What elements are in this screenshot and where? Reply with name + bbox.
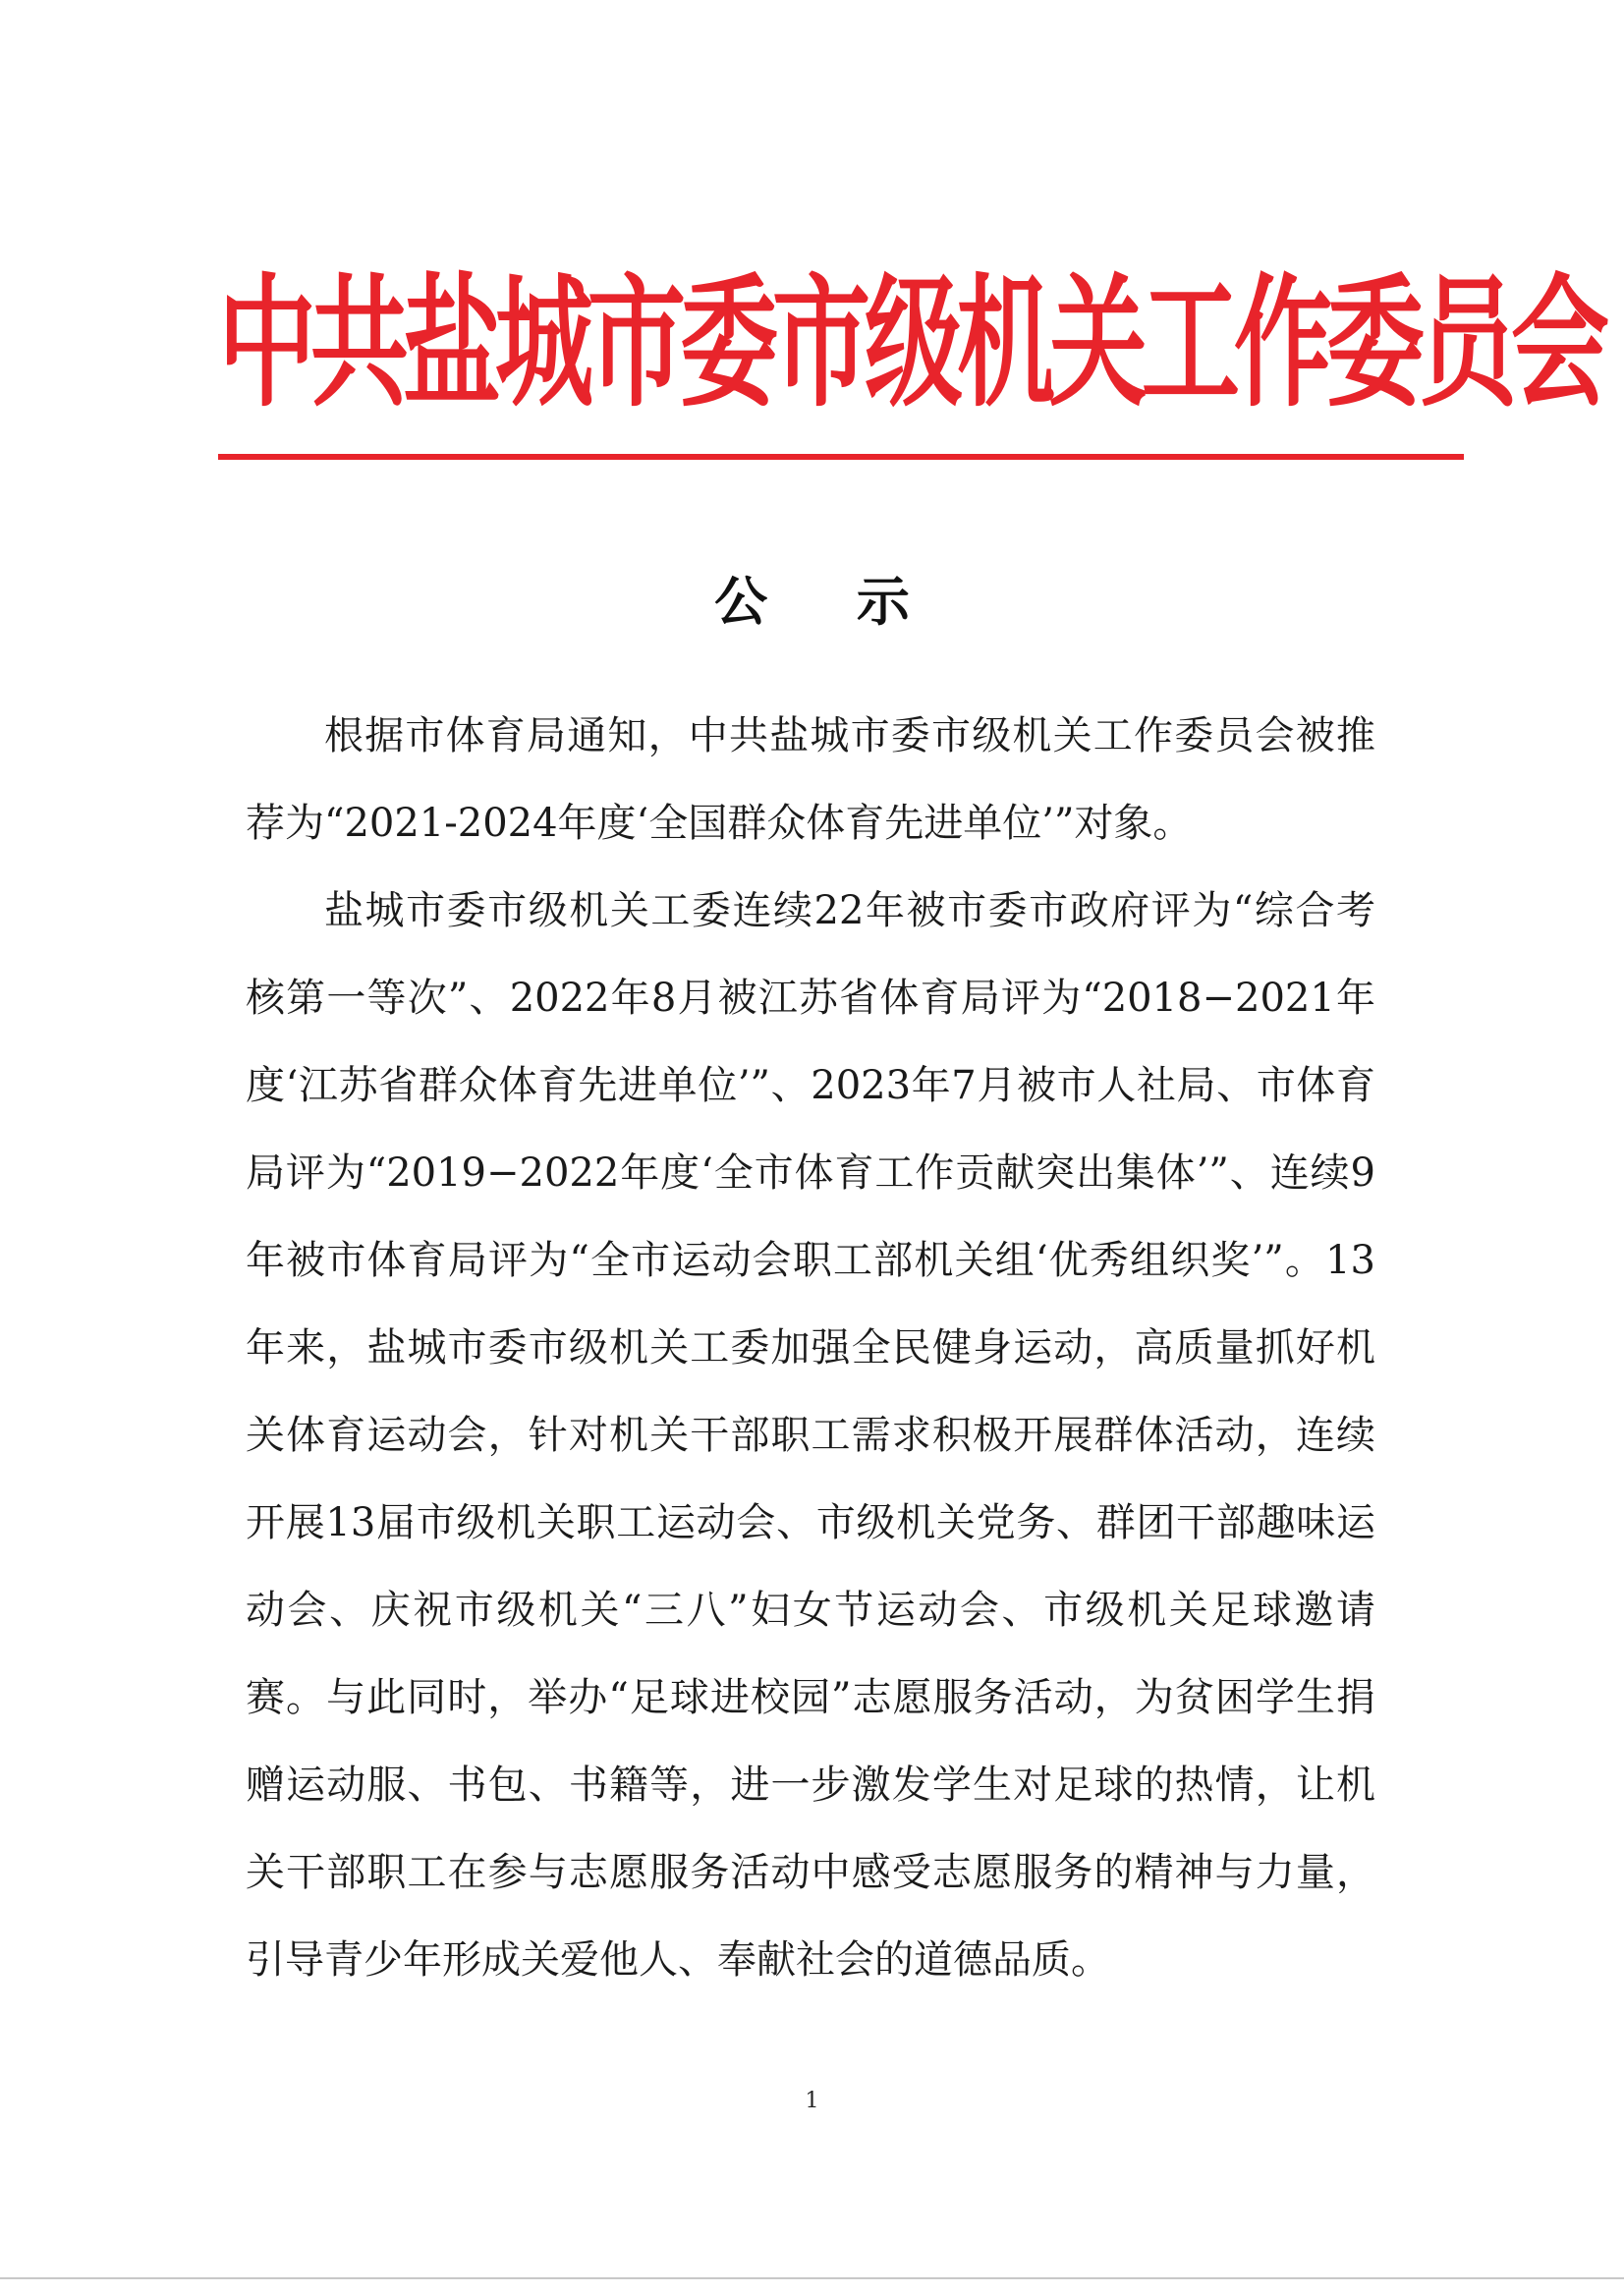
scan-edge-divider xyxy=(0,2277,1624,2279)
document-body xyxy=(246,693,1375,2004)
document-title: 公 示 xyxy=(714,570,945,633)
body-paragraph: 盐城市委市级机关工委连续22年被市委市政府评为“综合考核第一等次”、2022年8月被江苏省体育局评为“2018−2021年度‘江苏省群众体育先进单位’”、2023年7月被市人社局、市体育局评为“2019−2022年度‘全市体育工作贡献突出集体’”、连续9年被市体育局评为“全市运动会职工部机关组‘优秀组织奖’”。13年来，盐城市委市级机关工委加强全民健身运动，高质量抓好机关体育运动会，针对机关干部职工需求积极开展群体活动，连续开展13届市级机关职工运动会、市级机关党务、群团干部趣味运动会、庆祝市级机关“三八”妇女节运动会、市级机关足球邀请赛。与此同时，举办“足球进校园”志愿服务活动，为贫困学生捐赠运动服、书包、书籍等，进一步激发学生对足球的热情，让机关干部职工在参与志愿服务活动中感受志愿服务的精神与力量，引导青少年形成关爱他人、奉献社会的道德品质。 xyxy=(246,888,1375,1983)
letterhead-org-name: 中共盐城市委市级机关工作委员会 xyxy=(218,258,1603,427)
page-number: 1 xyxy=(805,2089,819,2113)
letterhead-red-rule xyxy=(218,454,1464,460)
body-paragraph: 根据市体育局通知，中共盐城市委市级机关工作委员会被推荐为“2021-2024年度‘全国群众体育先进单位’”对象。 xyxy=(246,713,1375,846)
